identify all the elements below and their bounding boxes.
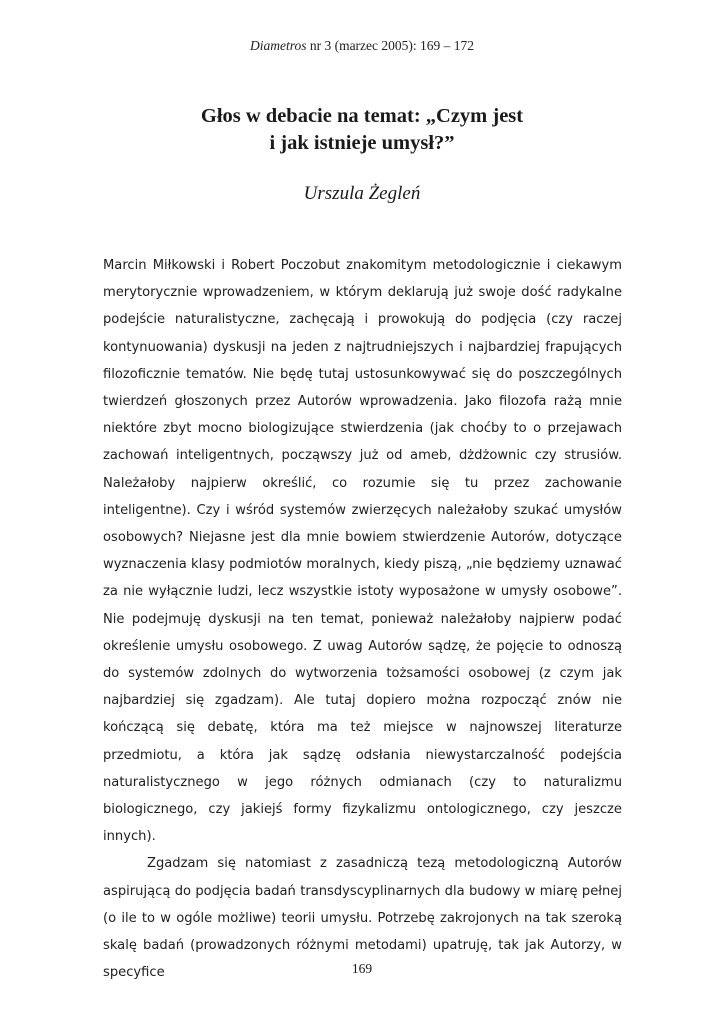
issue-citation: nr 3 (marzec 2005): 169 – 172 [306, 38, 475, 53]
article-body [103, 252, 622, 986]
author-name: Urszula Żegleń [303, 183, 421, 204]
title-line-2: i jak istnieje umysł?” [269, 132, 455, 154]
journal-name: Diametros [249, 38, 307, 53]
paragraph-1: Marcin Miłkowski i Robert Poczobut znakomitym metodologicznie i ciekawym merytorycznie wprowadzeniem, w którym deklarują już swoje dość radykalne podejście naturalistyczne, zachęcają i prowokują do podjęcia (czy raczej kontynuowania) dyskusji na jeden z najtrudniejszych i najbardziej frapujących filozoficznie tematów. Nie będę tutaj ustosunkowywać się do poszczególnych twierdzeń głoszonych przez Autorów wprowadzenia. Jako filozofa rażą mnie niektóre zbyt mocno biologizujące stwierdzenia (jak choćby to o przejawach zachowań inteligentnych, począwszy już od ameb, dżdżownic czy strusiów. Należałoby najpierw określić, co rozumie się tu przez zachowanie inteligentne). Czy i wśród systemów zwierzęcych należałoby szukać umysłów osobowych? Niejasne jest dla mnie bowiem stwierdzenie Autorów, dotyczące wyznaczenia klasy podmiotów moralnych, kiedy piszą, „nie będziemy uznawać za nie wyłącznie ludzi, lecz wszystkie istoty wyposażone w umysły osobowe”. Nie podejmuję dyskusji na ten temat, ponieważ należałoby najpierw podać określenie umysłu osobowego. Z uwag Autorów sądzę, że pojęcie to odnoszą do systemów zdolnych do wytworzenia tożsamości osobowej (z czym jak najbardziej się zgadzam). Ale tutaj dopiero można rozpocząć znów nie kończącą się debatę, która ma też miejsce w najnowszej literaturze przedmiotu, a która jak sądzę odsłania niewystarczalność podejścia naturalistycznego w jego różnych odmianach (czy to naturalizmu biologicznego, czy jakiejś formy fizykalizmu ontologicznego, czy jeszcze innych). [103, 258, 622, 845]
page-number: 169 [351, 961, 373, 976]
paragraph-2: Zgadzam się natomiast z zasadniczą tezą metodologiczną Autorów aspirującą do podjęcia badań transdyscyplinarnych dla budowy w miarę pełnej (o ile to w ogóle możliwe) teorii umysłu. Potrzebę zakrojonych na tak szeroką skalę badań (prowadzonych różnymi metodami) upatruję, tak jak Autorzy, w specyfice [103, 856, 622, 981]
article-title [100, 103, 624, 157]
running-header [0, 38, 724, 54]
title-line-1: Głos w debacie na temat: „Czym jest [200, 105, 524, 127]
